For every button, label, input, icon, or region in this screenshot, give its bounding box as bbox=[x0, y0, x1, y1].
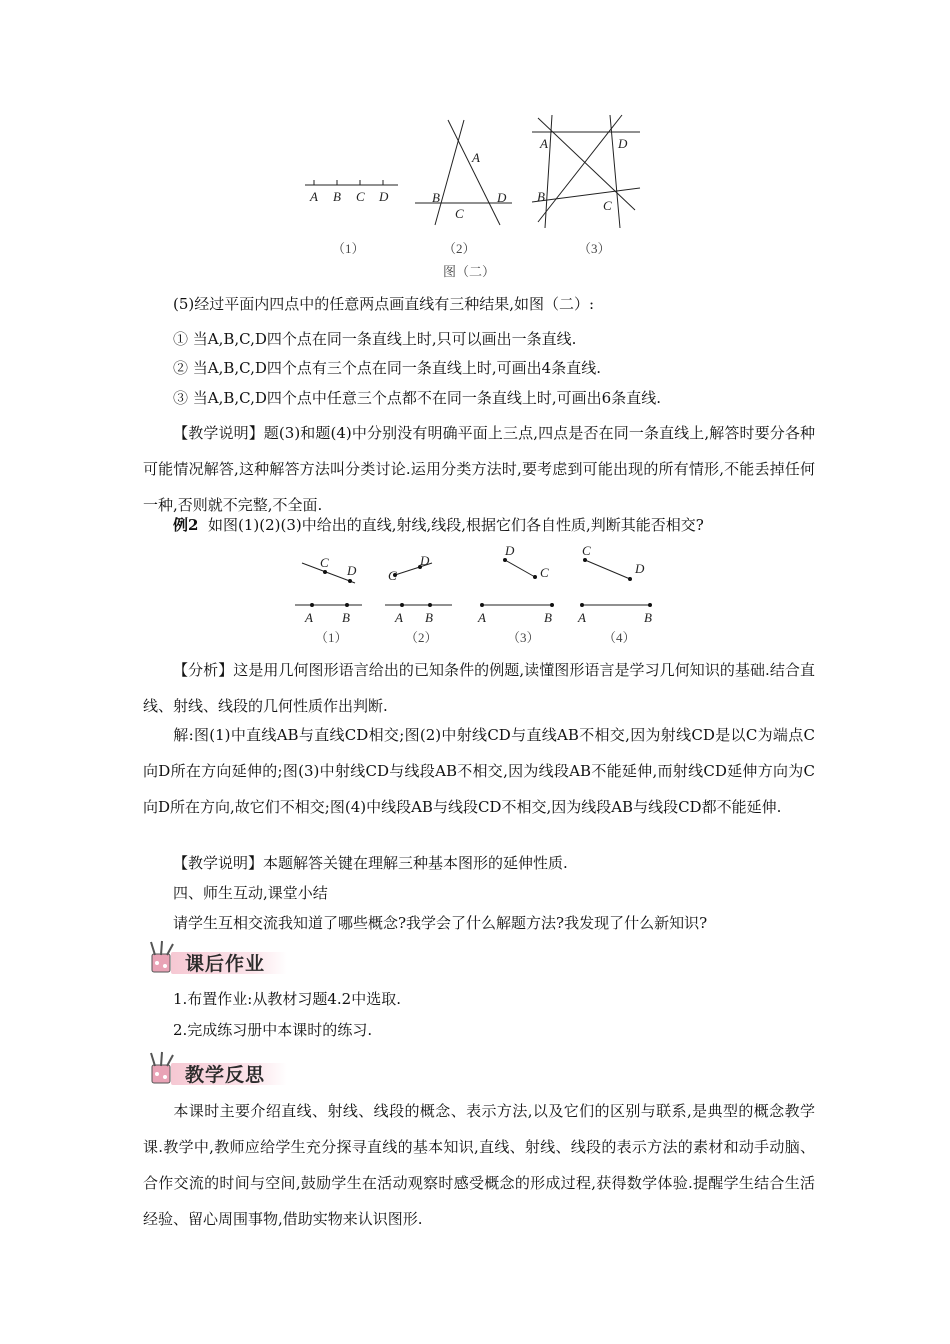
point-label-d: D bbox=[379, 189, 389, 204]
point-label-a: A bbox=[395, 610, 403, 625]
point-label-d: D bbox=[347, 563, 357, 578]
figure-two-part-3 bbox=[532, 115, 640, 256]
homework-header bbox=[143, 940, 288, 974]
analysis-text: 【分析】这是用几何图形语言给出的已知条件的例题,读懂图形语言是学习几何知识的基础.结合直线、射线、线段的几何性质作出判断. bbox=[143, 661, 815, 715]
point-label-d: D bbox=[505, 545, 515, 558]
example-2-heading bbox=[173, 515, 813, 535]
case-item-2: ② 当A,B,C,D四个点有三个点在同一条直线上时,可画出4条直线. bbox=[173, 359, 601, 377]
example-2-part-1 bbox=[295, 555, 362, 645]
teaching-note-2: 【教学说明】本题解答关键在理解三种基本图形的延伸性质. bbox=[173, 854, 568, 872]
example-2-part-4 bbox=[577, 545, 652, 645]
point-label-b: B bbox=[544, 610, 552, 625]
teaching-note-1 bbox=[143, 415, 815, 523]
pencil-cup-icon bbox=[145, 940, 179, 974]
point-label-d: D bbox=[497, 190, 507, 205]
figure-caption: 图（二） bbox=[443, 264, 496, 279]
point-label-b: B bbox=[537, 189, 545, 204]
point-label-c: C bbox=[320, 555, 329, 570]
example-2-part-3 bbox=[477, 545, 554, 645]
point-label-c: C bbox=[455, 206, 464, 221]
point-label-c: C bbox=[582, 545, 591, 558]
point-label-a: A bbox=[305, 610, 313, 625]
point-label-c: C bbox=[388, 568, 397, 583]
point-label-c: C bbox=[540, 565, 549, 580]
point-label-d: D bbox=[420, 553, 430, 568]
point-label-d: D bbox=[635, 561, 645, 576]
sub-caption-3: （3） bbox=[578, 241, 611, 256]
point-label-b: B bbox=[425, 610, 433, 625]
case-item-1: ① 当A,B,C,D四个点在同一条直线上时,只可以画出一条直线. bbox=[173, 330, 577, 348]
sub-caption-1: （1） bbox=[315, 630, 348, 645]
point-label-a: A bbox=[472, 150, 480, 165]
point-label-a: A bbox=[578, 610, 586, 625]
homework-item-1: 1.布置作业:从教材习题4.2中选取. bbox=[173, 990, 401, 1008]
point-label-a: A bbox=[478, 610, 486, 625]
point-label-a: A bbox=[540, 136, 548, 151]
sub-caption-2: （2） bbox=[405, 630, 438, 645]
paragraph-case-5: (5)经过平面内四点中的任意两点画直线有三种结果,如图（二）: bbox=[173, 295, 595, 313]
point-label-b: B bbox=[644, 610, 652, 625]
point-label-b: B bbox=[342, 610, 350, 625]
figure-two-part-2 bbox=[415, 120, 512, 256]
sub-caption-1: （1） bbox=[332, 241, 365, 256]
solution-text: 解:图(1)中直线AB与直线CD相交;图(2)中射线CD与直线AB不相交,因为射线CD是以C为端点C向D所在方向延伸的;图(3)中射线CD与线段AB不相交,因为线段AB不能延伸,而射线CD延伸方向为C向D所在方向,故它们不相交;图(4)中线段AB与线段CD不相交,因为线段AB与线段CD都不能延伸. bbox=[143, 726, 815, 816]
sub-caption-2: （2） bbox=[443, 241, 476, 256]
pencil-cup-icon bbox=[145, 1051, 179, 1085]
sub-caption-4: （4） bbox=[603, 630, 636, 645]
section-heading-4: 四、师生互动,课堂小结 bbox=[173, 884, 328, 902]
case-item-3: ③ 当A,B,C,D四个点中任意三个点都不在同一条直线上时,可画出6条直线. bbox=[173, 389, 661, 407]
point-label-d: D bbox=[618, 136, 628, 151]
reflection-text: 本课时主要介绍直线、射线、线段的概念、表示方法,以及它们的区别与联系,是典型的概念教学课.教学中,教师应给学生充分探寻直线的基本知识,直线、射线、线段的表示方法的素材和动手动脑、合作交流的时间与空间,鼓励学生在活动观察时感受概念的形成过程,获得数学体验.提醒学生结合生活经验、留心周围事物,借助实物来认识图形. bbox=[143, 1102, 815, 1228]
example-2-text: 如图(1)(2)(3)中给出的直线,射线,线段,根据它们各自性质,判断其能否相交? bbox=[207, 516, 704, 534]
figure-two-part-1 bbox=[305, 180, 398, 256]
reflection-header bbox=[143, 1051, 288, 1085]
teaching-note-1-text: 【教学说明】题(3)和题(4)中分别没有明确平面上三点,四点是否在同一条直线上,解答时要分各种可能情况解答,这种解答方法叫分类讨论.运用分类方法时,要考虑到可能出现的所有情形,不能丢掉任何一种,否则就不完整,不全面. bbox=[143, 424, 815, 514]
reflection-paragraph bbox=[143, 1093, 815, 1237]
homework-item-2: 2.完成练习册中本课时的练习. bbox=[173, 1021, 373, 1039]
point-label-c: C bbox=[603, 198, 612, 213]
analysis-paragraph bbox=[143, 652, 815, 724]
point-label-b: B bbox=[432, 190, 440, 205]
example-label: 例2 bbox=[173, 516, 199, 534]
point-label-c: C bbox=[356, 189, 365, 204]
reflection-title: 教学反思 bbox=[185, 1064, 266, 1086]
example-2-part-2 bbox=[385, 553, 452, 645]
homework-title: 课后作业 bbox=[185, 953, 266, 975]
point-label-b: B bbox=[333, 189, 341, 204]
point-label-a: A bbox=[310, 189, 318, 204]
sub-caption-3: （3） bbox=[507, 630, 540, 645]
figure-two bbox=[300, 110, 650, 280]
example-2-figure bbox=[290, 545, 670, 650]
solution-paragraph bbox=[143, 717, 815, 825]
summary-question: 请学生互相交流我知道了哪些概念?我学会了什么解题方法?我发现了什么新知识? bbox=[173, 914, 708, 932]
